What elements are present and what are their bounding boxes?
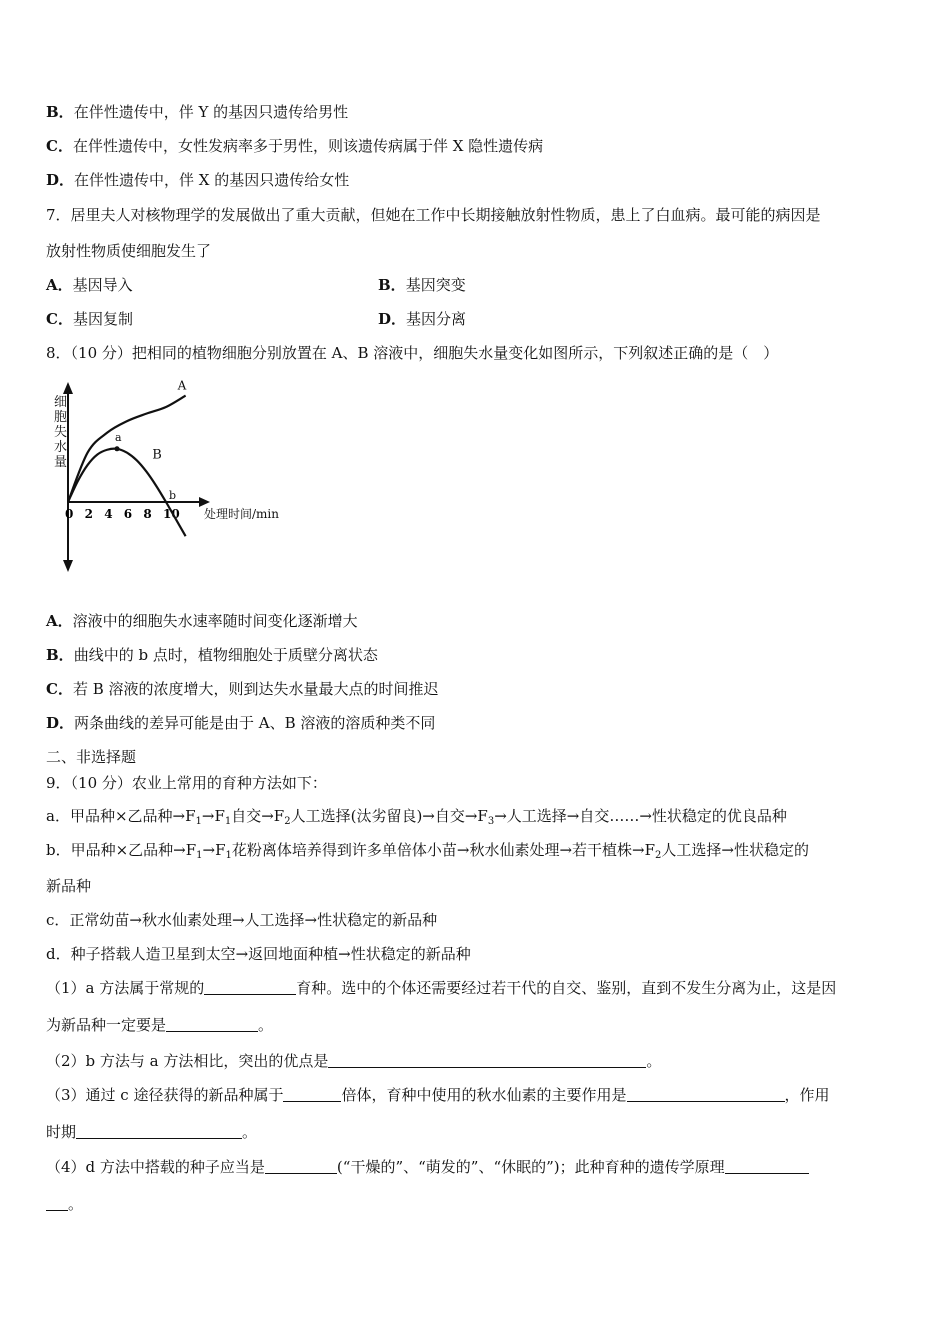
- text-part: →F: [201, 807, 225, 825]
- q7-stem-line1: 7．居里夫人对核物理学的发展做出了重大贡献，但她在工作中长期接触放射性物质，患上了白血病。最可能的病因是: [46, 206, 821, 224]
- option-text: 曲线中的 b 点时，植物细胞处于质壁分离状态: [73, 646, 378, 664]
- text-part: 花粉离体培养得到许多单倍体小苗→秋水仙素处理→若干植株→F: [231, 841, 656, 859]
- curve-b-label: B: [152, 447, 162, 463]
- subscript: 1: [195, 816, 202, 827]
- subscript: 1: [196, 850, 203, 861]
- y-axis-arrow-up: [63, 382, 73, 394]
- option-label: A．: [46, 276, 73, 294]
- option-text: 溶液中的细胞失水速率随时间变化逐渐增大: [72, 612, 358, 630]
- answer-blank[interactable]: [46, 1194, 68, 1211]
- text-part: (“干燥的”、“萌发的”、“休眠的”)；此种育种的遗传学原理: [336, 1158, 725, 1176]
- answer-blank[interactable]: [76, 1122, 242, 1139]
- q8-option-b: [46, 645, 378, 665]
- text-part: 人工选择(汰劣留良)→自交→F: [290, 807, 488, 825]
- q9-sub4-cont: [46, 1194, 83, 1214]
- text-part: ，作用: [784, 1086, 830, 1104]
- subscript: 1: [224, 816, 232, 827]
- q8-option-d: [46, 713, 435, 733]
- q6-option-c: [46, 136, 543, 156]
- answer-blank[interactable]: [166, 1015, 258, 1032]
- q7-option-c: [46, 309, 133, 329]
- q6-option-b: [46, 102, 348, 122]
- q7-stem-line2: 放射性物质使细胞发生了: [46, 242, 212, 260]
- option-text: 基因分离: [406, 310, 467, 328]
- text-part: （1）a 方法属于常规的: [46, 979, 205, 997]
- answer-blank[interactable]: [627, 1085, 785, 1102]
- text-part: b．甲品种×乙品种→F: [46, 841, 197, 859]
- option-label: D．: [378, 310, 407, 328]
- curve-b: [68, 449, 186, 537]
- text-part: （2）b 方法与 a 方法相比，突出的优点是: [46, 1052, 329, 1070]
- answer-blank[interactable]: [204, 978, 296, 995]
- curve-a-label: A: [177, 378, 187, 393]
- option-text: 在伴性遗传中，伴 Y 的基因只遗传给男性: [73, 103, 349, 121]
- q9-method-b: [46, 840, 809, 866]
- x-ticks: [65, 507, 180, 521]
- point-a-dot: [115, 446, 120, 451]
- text-part: 。: [258, 1016, 274, 1034]
- subscript: 2: [284, 816, 291, 827]
- option-label: C．: [46, 680, 73, 698]
- text-part: 。: [242, 1123, 258, 1141]
- option-text: 若 B 溶液的浓度增大，则到达失水量最大点的时间推迟: [72, 680, 439, 698]
- option-text: 在伴性遗传中，女性发病率多于男性，则该遗传病属于伴 X 隐性遗传病: [72, 137, 544, 155]
- x-tick-label: 2: [84, 507, 93, 521]
- q7-options-row1: [46, 275, 133, 295]
- answer-blank[interactable]: [725, 1157, 809, 1174]
- x-tick-label: 8: [143, 507, 152, 521]
- q9-sub1: [46, 978, 836, 998]
- subscript: 3: [487, 816, 495, 827]
- option-label: C．: [46, 310, 73, 328]
- text-part: 自交→F: [231, 807, 285, 825]
- q6-option-d: [46, 170, 349, 190]
- q7-option-b: [378, 275, 466, 295]
- subscript: 1: [225, 850, 232, 861]
- y-axis-label: 细胞失水量: [54, 395, 68, 470]
- x-tick-label: 0: [65, 507, 74, 521]
- option-text: 基因导入: [72, 276, 133, 294]
- option-label: D．: [46, 714, 75, 732]
- option-label: C．: [46, 137, 73, 155]
- text-part: 为新品种一定要是: [46, 1016, 167, 1034]
- x-axis-label: 处理时间/min: [204, 507, 279, 521]
- text-part: 。: [68, 1195, 84, 1213]
- x-tick-label: 6: [123, 507, 133, 521]
- x-axis-arrow: [199, 497, 210, 507]
- option-text: 基因复制: [72, 310, 133, 328]
- answer-blank[interactable]: [328, 1051, 646, 1068]
- y-axis-arrow-down: [63, 560, 73, 572]
- answer-blank[interactable]: [265, 1157, 337, 1174]
- point-a-label: a: [115, 430, 122, 444]
- q9-method-b-cont: 新品种: [46, 877, 92, 895]
- answer-blank[interactable]: [283, 1085, 341, 1102]
- q9-sub3-cont: [46, 1122, 257, 1142]
- text-part: →人工选择→自交……→性状稳定的优良品种: [494, 807, 787, 825]
- q8-option-c: [46, 679, 439, 699]
- option-label: D．: [46, 171, 75, 189]
- x-tick-label: 4: [104, 507, 113, 521]
- text-part: 育种。选中的个体还需要经过若干代的自交、鉴别，直到不发生分离为止，这是因: [296, 979, 837, 997]
- point-b-label: b: [169, 489, 177, 502]
- option-label: B．: [378, 276, 406, 294]
- text-part: →F: [202, 841, 226, 859]
- q9-method-d: d．种子搭载人造卫星到太空→返回地面种植→性状稳定的新品种: [46, 945, 471, 963]
- text-part: （3）通过 c 途径获得的新品种属于: [46, 1086, 284, 1104]
- q9-sub2: [46, 1051, 661, 1071]
- text-part: 时期: [46, 1123, 77, 1141]
- section-title: 二、非选择题: [46, 748, 137, 766]
- option-text: 两条曲线的差异可能是由于 A、B 溶液的溶质种类不同: [74, 714, 436, 732]
- q9-method-c: c．正常幼苗→秋水仙素处理→人工选择→性状稳定的新品种: [46, 911, 438, 929]
- q9-sub4: [46, 1157, 809, 1177]
- q7-option-d: [378, 309, 466, 329]
- option-label: B．: [46, 646, 74, 664]
- option-label: B．: [46, 103, 74, 121]
- option-text: 在伴性遗传中，伴 X 的基因只遗传给女性: [74, 171, 350, 189]
- option-text: 基因突变: [405, 276, 466, 294]
- curve-a: [68, 396, 186, 502]
- q8-option-a: [46, 611, 358, 631]
- q9-stem: 9．（10 分）农业上常用的育种方法如下：: [46, 774, 327, 792]
- q7-option-a: [46, 276, 133, 294]
- text-part: 。: [646, 1052, 662, 1070]
- text-part: 倍体，育种中使用的秋水仙素的主要作用是: [341, 1086, 627, 1104]
- water-loss-chart: [46, 372, 296, 572]
- option-label: A．: [46, 612, 73, 630]
- text-part: 人工选择→性状稳定的: [661, 841, 809, 859]
- text-part: a．甲品种×乙品种→F: [46, 807, 196, 825]
- subscript: 2: [655, 850, 662, 861]
- q8-stem: 8．（10 分）把相同的植物细胞分别放置在 A、B 溶液中，细胞失水量变化如图所示，下列叙述正确的是（ ）: [46, 344, 779, 362]
- q9-sub1-cont: [46, 1015, 273, 1035]
- q9-sub3: [46, 1085, 830, 1105]
- x-tick-label: 10: [163, 507, 180, 521]
- text-part: （4）d 方法中搭载的种子应当是: [46, 1158, 265, 1176]
- q9-method-a: [46, 806, 787, 832]
